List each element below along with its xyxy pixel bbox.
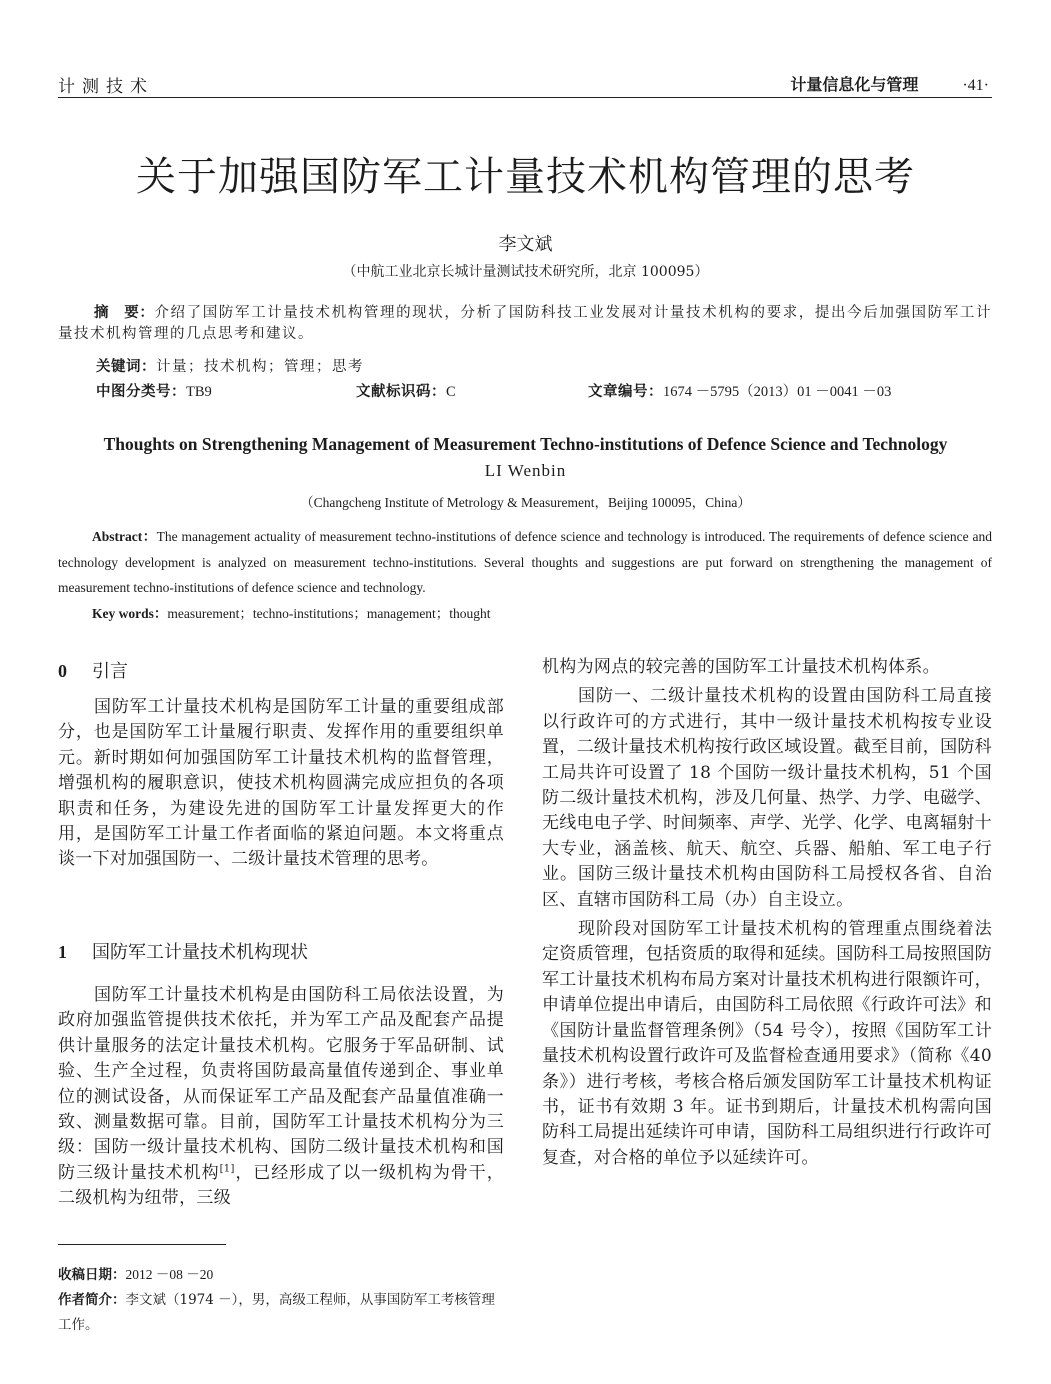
footnote — [58, 1262, 506, 1338]
section-heading-0 — [58, 657, 128, 683]
section-0-number: 0 — [58, 661, 67, 681]
author-cn: 李文斌 — [498, 234, 553, 255]
paragraph-continued: 机构为网点的较完善的国防军工计量技术机构体系。 — [542, 657, 940, 677]
abstract-cn-text: 介绍了国防军工计量技术机构管理的现状，分析了国防科技工业发展对计量技术机构的要求，提出今后加强国防军工计量技术机构管理的几点思考和建议。 — [58, 305, 992, 342]
body-paragraph — [58, 695, 504, 873]
paragraph-management: 现阶段对国防军工计量技术机构的管理重点围绕着法定资质管理，包括资质的取得和延续。国防科工局按照国防军工计量技术机构布局方案对计量技术机构进行限额许可，申请单位提出申请后，由国防科工局依照《行政许可法》和《国防计量监督管理条例》（54 号令），按照《国防军工计量技术机构设置行政许可及监督检查通用要求》（简称《40 条》）进行考核，考核合格后颁发国防军工计量技术机构证书，证书有效期 3 年。证书到期后，计量技术机构需向国防科工局提出延续许可申请，国防科工局组织进行行政许可复查，对合格的单位予以延续许可。 — [542, 919, 992, 1168]
article-no-label: 文章编号： — [588, 384, 663, 400]
paragraph-levels: 国防一、二级计量技术机构的设置由国防科工局直接以行政许可的方式进行，其中一级计量技术机构按专业设置，二级计量技术机构按行政区域设置。截至目前，国防科工局共许可设置了 18 个国防一级计量技术机构，51 个国防二级计量技术机构，涉及几何量、热学、力学、电磁学、无线电电子学、时间频率、声学、光学、化学、电离辐射十大专业，涵盖核、航天、航空、兵器、船舶、军工电子行业。国防三级计量技术机构由国防科工局授权各省、自治区、直辖市国防科工局（办）自主设立。 — [542, 686, 992, 910]
bio-label: 作者简介： — [58, 1292, 126, 1308]
title-en: Thoughts on Strengthening Management of Measurement Techno-institutions of Defence Science and Technology — [103, 434, 948, 454]
author-bio — [58, 1288, 506, 1338]
section-1-number: 1 — [58, 942, 67, 962]
section-0-title: 引言 — [92, 661, 128, 682]
journal-name: 计测技术 — [58, 77, 154, 97]
received-label: 收稿日期： — [58, 1267, 126, 1283]
keywords-en-text: measurement；techno-institutions；management；thought — [167, 606, 491, 621]
paragraph-status — [58, 983, 504, 1212]
citation-ref: [1] — [219, 1163, 235, 1175]
affiliation-cn: （中航工业北京长城计量测试技术研究所，北京 100095） — [342, 264, 709, 280]
paragraph-status-text-a: 国防军工计量技术机构是由国防科工局依法设置，为政府加强监管提供技术依托，并为军工产品及配套产品提供计量服务的法定计量技术机构。它服务于军品研制、试验、生产全过程，负责将国防最高量值传递到企、事业单位的测试设备，从而保证军工产品及配套产品量值准确一致、测量数据可靠。目前，国防军工计量技术机构分为三级：国防一级计量技术机构、国防二级计量技术机构和国防三级计量技术机构 — [58, 985, 504, 1183]
keywords-en-label: Key words： — [92, 606, 168, 621]
clc-value: TB9 — [186, 384, 212, 400]
received-value: 2012 －08 －20 — [125, 1267, 214, 1282]
section-1-title: 国防军工计量技术机构现状 — [92, 942, 308, 963]
author-en: LI Wenbin — [484, 461, 567, 480]
keywords-cn — [96, 355, 364, 376]
clc-number — [96, 380, 212, 401]
page-number: ·41· — [962, 77, 989, 94]
section-name: 计量信息化与管理 — [790, 75, 919, 94]
paragraph-intro: 国防军工计量技术机构是国防军工计量的重要组成部分，也是国防军工计量履行职责、发挥作用的重要组织单元。新时期如何加强国防军工计量技术机构的监督管理，增强机构的履职意识，使技术机构圆满完成应担负的各项职责和任务，为建设先进的国防军工计量发挥更大的作用，是国防军工计量工作者面临的紧迫问题。本文将重点谈一下对加强国防一、二级计量技术管理的思考。 — [58, 697, 504, 870]
article-no-value: 1674 －5795（2013）01 －0041 －03 — [663, 384, 892, 400]
abstract-en-text: The management actuality of measurement techno-institutions of defence science and technology is introduced. The requirements of defence science and technology development is analyzed on measurement techno-institutions. Several thoughts and suggestions are put forward on strengthening the management of measurement techno-institutions of defence science and technology. — [58, 529, 992, 595]
abstract-en-label: Abstract： — [92, 529, 157, 544]
affiliation-en: （Changcheng Institute of Metrology & Measurement，Beijing 100095，China） — [300, 495, 751, 510]
clc-label: 中图分类号： — [96, 384, 186, 400]
keywords-cn-label: 关键词： — [96, 359, 156, 375]
right-column — [542, 655, 992, 1175]
footnote-rule — [58, 1244, 226, 1245]
body-paragraph — [58, 983, 504, 1212]
abstract-cn — [58, 303, 992, 345]
abstract-en — [58, 524, 992, 601]
keywords-en — [92, 602, 491, 622]
doc-code-label: 文献标识码： — [356, 384, 446, 400]
received-date — [58, 1262, 506, 1288]
section-heading-1 — [58, 938, 308, 964]
running-header — [790, 72, 989, 95]
doc-code-value: C — [446, 384, 456, 400]
header-rule — [58, 97, 992, 98]
keywords-cn-text: 计量；技术机构；管理；思考 — [156, 359, 364, 375]
document-code — [356, 380, 456, 401]
article-number — [588, 380, 891, 401]
bio-text: 李文斌（1974 －），男，高级工程师，从事国防军工考核管理工作。 — [58, 1292, 495, 1333]
abstract-cn-label: 摘 要： — [94, 305, 155, 321]
title-cn: 关于加强国防军工计量技术机构管理的思考 — [136, 154, 915, 200]
paragraph-status-text-b: ，已经形成了以一级机构为骨干，二级机构为纽带，三级 — [58, 1162, 505, 1209]
